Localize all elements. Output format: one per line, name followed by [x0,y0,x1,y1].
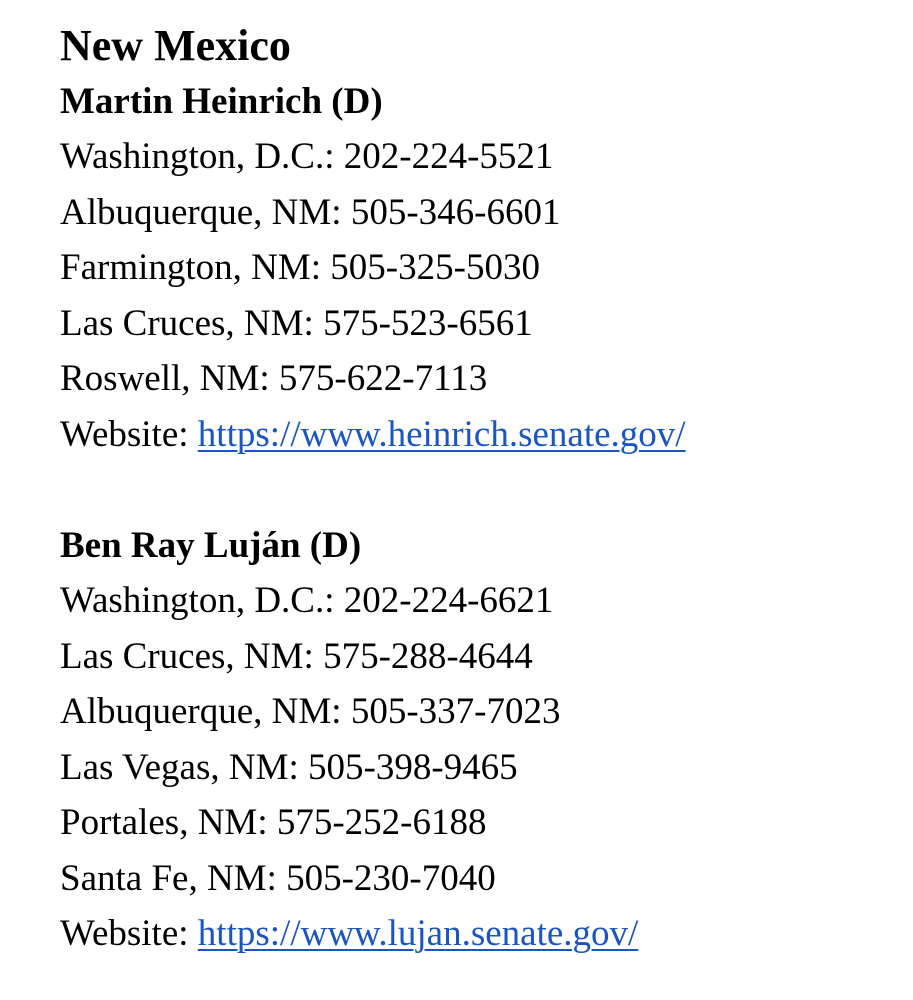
office-phone-line: Las Cruces, NM: 575-288-4644 [60,635,533,677]
office-phone-line: Las Cruces, NM: 575-523-6561 [60,302,533,344]
senator-section-lujan [60,518,913,962]
website-line [60,906,913,962]
office-phone-line: Roswell, NM: 575-622-7113 [60,358,488,399]
senator-name: Martin Heinrich (D) [60,81,383,122]
website-label: Website: [60,413,198,455]
section-spacer [60,462,913,518]
website-link-heinrich[interactable]: https://www.heinrich.senate.gov/ [197,413,686,455]
office-phone-line: Farmington, NM: 505-325-5030 [60,247,540,288]
website-line [60,407,913,463]
state-title: New Mexico [60,21,291,70]
senator-section-heinrich [60,74,913,462]
office-phone-line: Washington, D.C.: 202-224-5521 [60,136,554,177]
senator-name: Ben Ray Luján (D) [60,525,362,566]
website-label: Website: [60,913,198,954]
office-phone-line: Washington, D.C.: 202-224-6621 [60,580,554,621]
office-phone-line: Portales, NM: 575-252-6188 [60,802,487,843]
office-phone-line: Albuquerque, NM: 505-346-6601 [60,191,561,233]
office-phone-line: Santa Fe, NM: 505-230-7040 [60,857,496,899]
office-phone-line: Albuquerque, NM: 505-337-7023 [60,691,561,732]
office-phone-line: Las Vegas, NM: 505-398-9465 [60,746,518,788]
website-link-lujan[interactable]: https://www.lujan.senate.gov/ [197,913,639,954]
